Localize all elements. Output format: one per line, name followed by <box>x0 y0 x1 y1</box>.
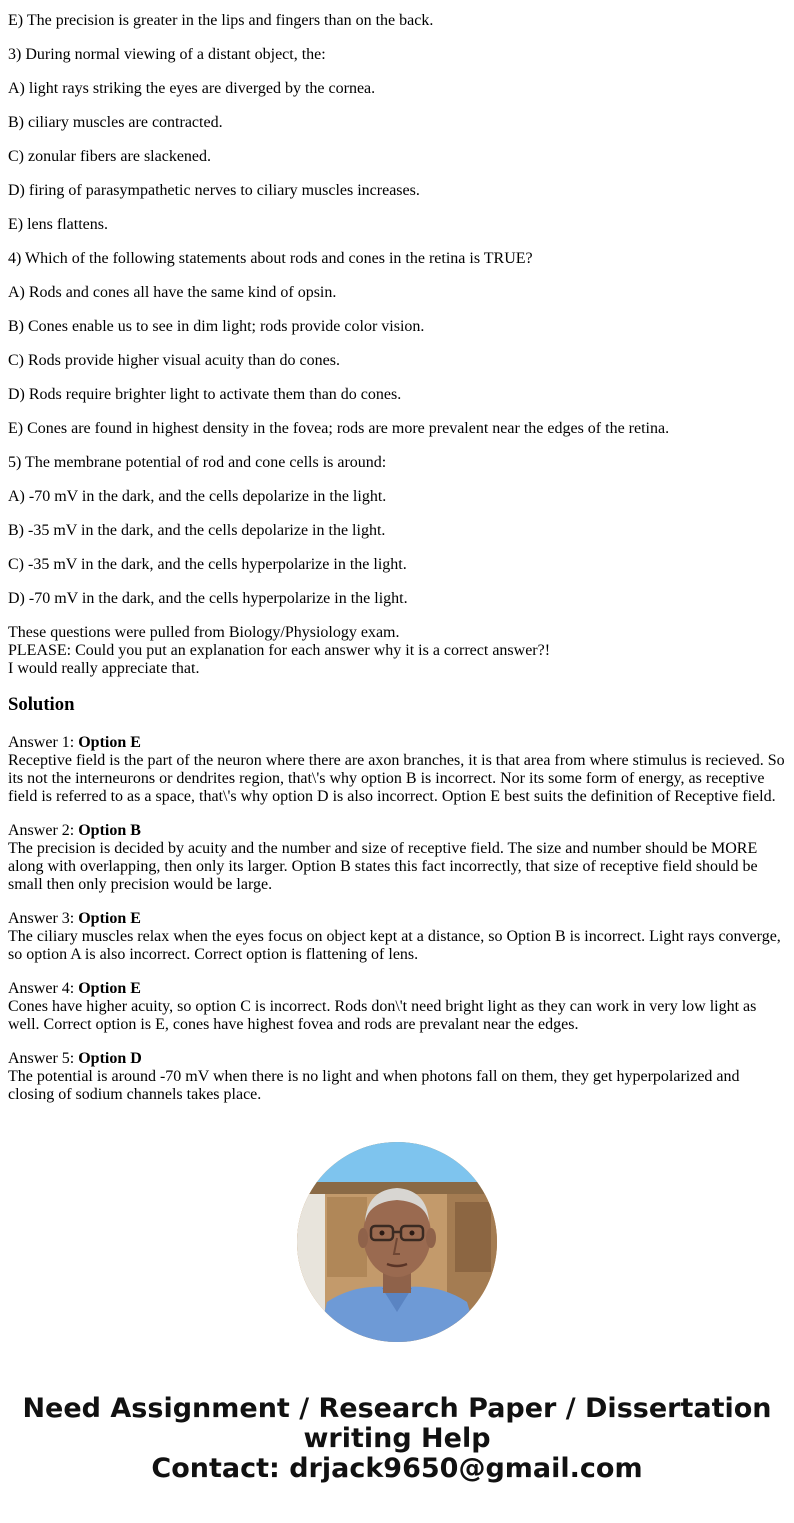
answer-label: Answer 5: <box>8 1050 79 1067</box>
answer-explanation: The ciliary muscles relax when the eyes focus on object kept at a distance, so Option B is incorrect. Light rays converge, so option A is also incorrect. Correct option is flattening of lens. <box>8 928 781 963</box>
answer-option: Option E <box>78 980 141 997</box>
q5-option: C) -35 mV in the dark, and the cells hyperpolarize in the light. <box>8 556 407 573</box>
answer-explanation: Receptive field is the part of the neuron where there are axon branches, it is that area from where stimulus is recieved. So its not the interneurons or dendrites region, that\'s why option B is incorrect. Nor its some form of energy, as receptive field is referred to as a space, that\'s why option D is also incorrect. Option E best suits the definition of Receptive field. <box>8 752 785 805</box>
question-notes <box>8 624 786 678</box>
answer-option: Option B <box>78 822 141 839</box>
q3-option: D) firing of parasympathetic nerves to ciliary muscles increases. <box>8 182 420 199</box>
answer-option: Option E <box>78 734 141 751</box>
note-line: These questions were pulled from Biology/Physiology exam. <box>8 624 400 641</box>
q3-option: B) ciliary muscles are contracted. <box>8 114 223 131</box>
q4-option: B) Cones enable us to see in dim light; rods provide color vision. <box>8 318 425 335</box>
q4-option: D) Rods require brighter light to activate them than do cones. <box>8 386 402 403</box>
cta-headline: Need Assignment / Research Paper / Dissertation writing Help <box>22 1393 772 1454</box>
solution-heading: Solution <box>8 694 75 715</box>
answer-label: Answer 3: <box>8 910 79 927</box>
answer-option: Option E <box>78 910 141 927</box>
q4-option: A) Rods and cones all have the same kind of opsin. <box>8 284 337 301</box>
note-line: PLEASE: Could you put an explanation for each answer why it is a correct answer?! <box>8 642 551 659</box>
cta-contact: Contact: drjack9650@gmail.com <box>151 1453 643 1484</box>
answer-explanation: The precision is decided by acuity and the number and size of receptive field. The size and number should be MORE along with overlapping, then only its larger. Option B states this fact incorrectly, that size of receptive field should be small then only precision would be large. <box>8 840 758 893</box>
answer-block <box>8 822 786 894</box>
q3-option: A) light rays striking the eyes are diverged by the cornea. <box>8 80 376 97</box>
answer-label: Answer 4: <box>8 980 79 997</box>
answer-label: Answer 2: <box>8 822 79 839</box>
q2-option-e: E) The precision is greater in the lips and fingers than on the back. <box>8 12 434 29</box>
tutor-avatar <box>297 1142 497 1342</box>
q3-option: C) zonular fibers are slackened. <box>8 148 212 165</box>
answer-explanation: Cones have higher acuity, so option C is incorrect. Rods don\'t need bright light as they can work in very low light as well. Correct option is E, cones have highest fovea and rods are prevalant near the edges. <box>8 998 757 1033</box>
note-line: I would really appreciate that. <box>8 660 200 677</box>
q5-option: A) -70 mV in the dark, and the cells depolarize in the light. <box>8 488 387 505</box>
answer-block <box>8 910 786 964</box>
answer-explanation: The potential is around -70 mV when there is no light and when photons fall on them, they get hyperpolarized and closing of sodium channels takes place. <box>8 1068 740 1103</box>
answer-block <box>8 980 786 1034</box>
avatar-container <box>0 1142 794 1342</box>
question-5-stem: 5) The membrane potential of rod and cone cells is around: <box>8 454 387 471</box>
q4-option: C) Rods provide higher visual acuity than do cones. <box>8 352 340 369</box>
answer-option: Option D <box>78 1050 142 1067</box>
tutor-photo-icon <box>297 1142 497 1342</box>
q3-option: E) lens flattens. <box>8 216 108 233</box>
question-4-stem: 4) Which of the following statements about rods and cones in the retina is TRUE? <box>8 250 533 267</box>
answer-label: Answer 1: <box>8 734 79 751</box>
answer-block <box>8 1050 786 1104</box>
answer-block <box>8 734 786 806</box>
q4-option: E) Cones are found in highest density in the fovea; rods are more prevalent near the edges of the retina. <box>8 420 670 437</box>
question-3-stem: 3) During normal viewing of a distant object, the: <box>8 46 326 63</box>
call-to-action <box>0 1394 794 1484</box>
q5-option: B) -35 mV in the dark, and the cells depolarize in the light. <box>8 522 386 539</box>
q5-option: D) -70 mV in the dark, and the cells hyperpolarize in the light. <box>8 590 408 607</box>
